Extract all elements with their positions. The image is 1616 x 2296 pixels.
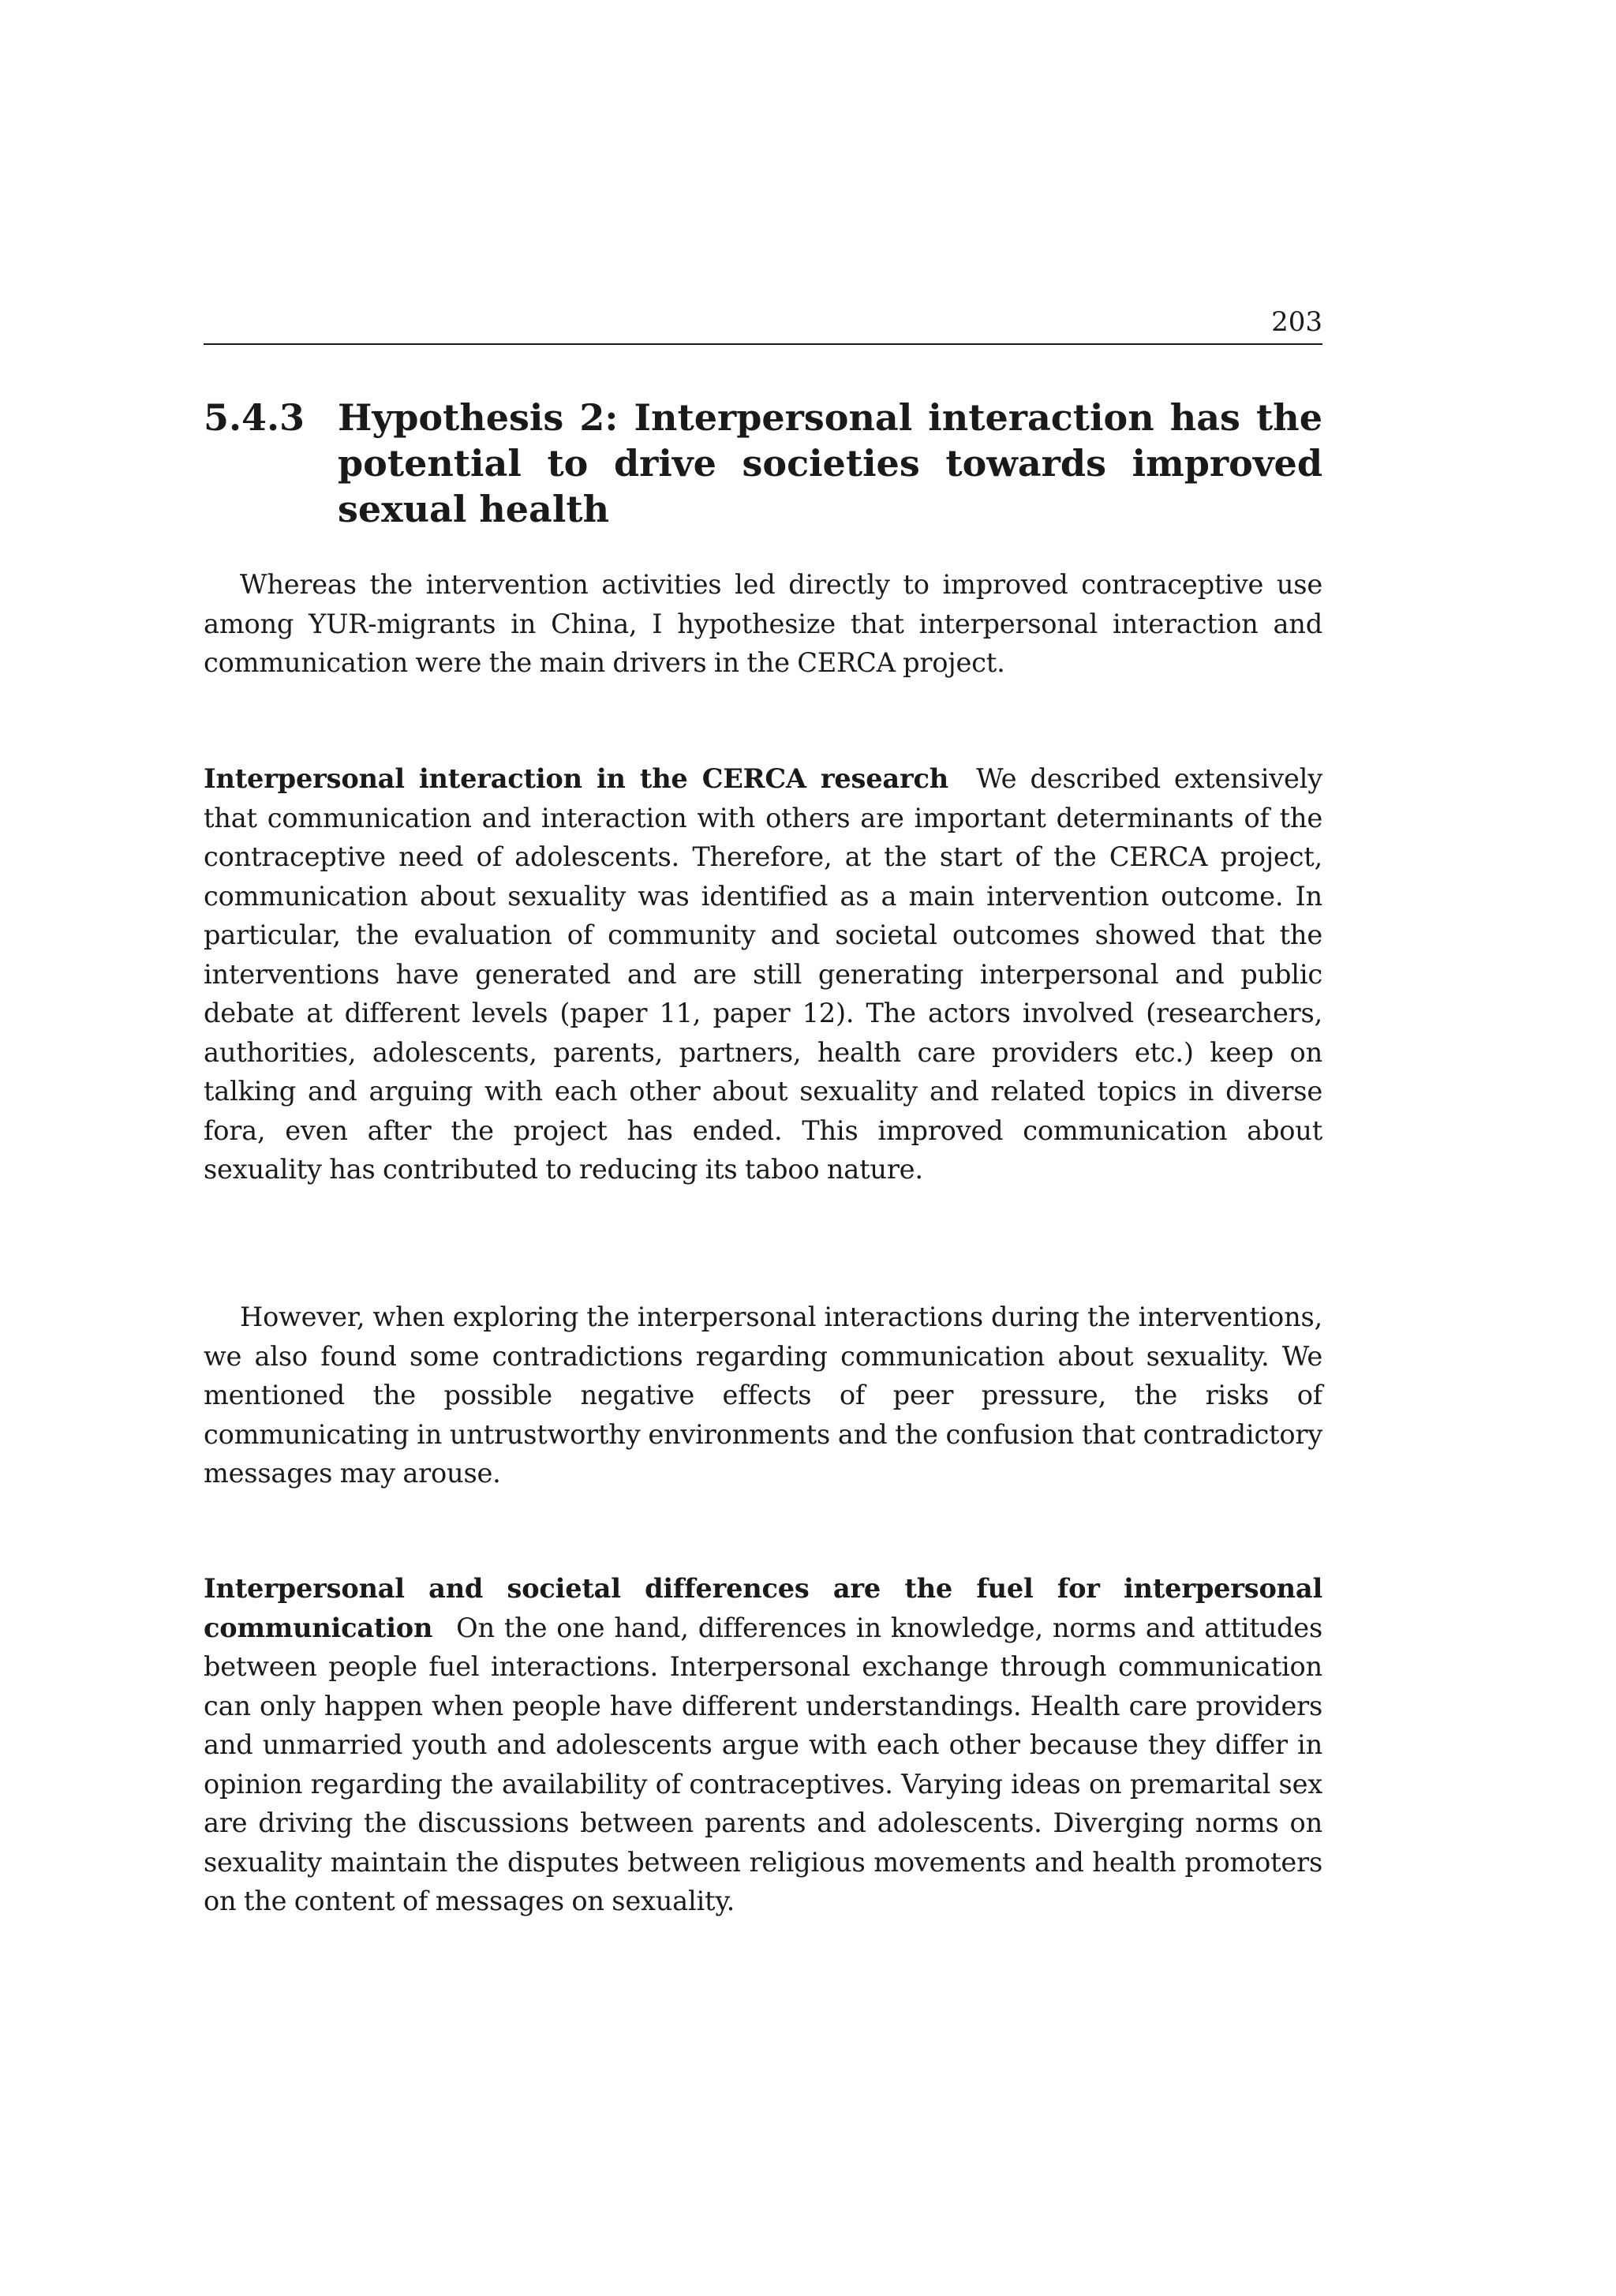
paragraph-cerca-research	[204, 759, 1322, 1189]
paragraph-text: Whereas the intervention activities led directly to improved contraceptive use among YUR-migrants in China, I hypothesize that interpersonal interaction and communication were the main drivers in the CERCA project.	[204, 569, 1322, 678]
run-in-heading: Interpersonal interaction in the CERCA research	[204, 762, 948, 794]
page-number: 203	[1271, 306, 1322, 338]
section-number: 5.4.3	[204, 396, 305, 439]
paragraph-text: We described extensively that communication and interaction with others are important determinants of the contraceptive need of adolescents. Therefore, at the start of the CERCA project, communication about sexuality was identified as a main intervention outcome. In particular, the evaluation of community and societal outcomes showed that the interventions have generated and are still generating interpersonal and public debate at different levels (paper 11, paper 12). The actors involved (researchers, authorities, adolescents, parents, partners, health care providers etc.) keep on talking and arguing with each other about sexuality and related topics in diverse fora, even after the project has ended. This improved communication about sexuality has contributed to reducing its taboo nature.	[204, 763, 1322, 1185]
paragraph-differences	[204, 1569, 1322, 1921]
paragraph-text: On the one hand, differences in knowledge, norms and attitudes between people fuel interactions. Interpersonal exchange through communication can only happen when people have different understandings. Health care providers and unmarried youth and adolescents argue with each other because they differ in opinion regarding the availability of contraceptives. Varying ideas on premarital sex are driving the discussions between parents and adolescents. Diverging norms on sexuality maintain the disputes between religious movements and health promoters on the content of messages on sexuality.	[204, 1612, 1322, 1916]
run-in-heading: Interpersonal and societal differences are the fuel for interpersonal communication	[204, 1572, 1322, 1643]
paragraph-text: However, when exploring the interpersonal interactions during the interventions, we also found some contradictions regarding communication about sexuality. We mentioned the possible negative effects of peer pressure, the risks of communicating in untrustworthy environments and the confusion that contradictory messages may arouse.	[204, 1302, 1322, 1489]
paragraph-contradictions	[204, 1298, 1322, 1493]
section-title: Hypothesis 2: Interpersonal interaction has the potential to drive societies towards improved sexual health	[338, 396, 1322, 530]
paragraph-intro	[204, 565, 1322, 683]
header-rule	[204, 343, 1322, 345]
